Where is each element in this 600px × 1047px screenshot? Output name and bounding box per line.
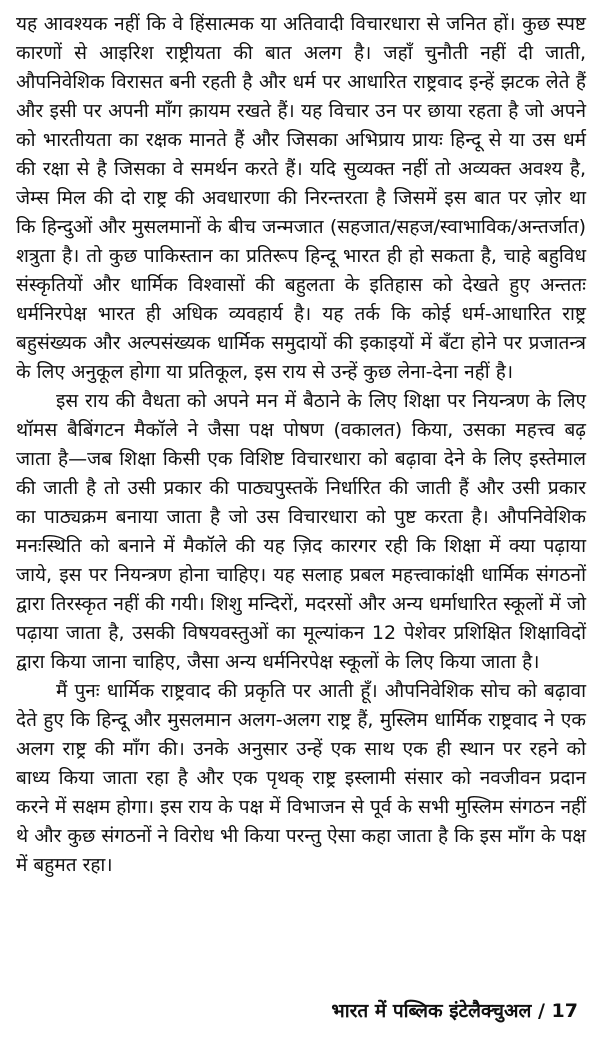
page-footer: भारत में पब्लिक इंटेलैक्चुअल / 17 <box>331 1000 578 1022</box>
paragraph-1: यह आवश्यक नहीं कि वे हिंसात्मक या अतिवादी विचारधारा से जनित हों। कुछ स्पष्ट कारणों से आइरिश राष्ट्रीयता की बात अलग है। जहाँ चुनौती नहीं दी जाती, औपनिवेशिक विरासत बनी रहती है और धर्म पर आधारित राष्ट्रवाद इन्हें झटक लेते हैं और इसी पर अपनी माँग क़ायम रखते हैं। यह विचार उन पर छाया रहता है जो अपने को भारतीयता का रक्षक मानते हैं और जिसका अभिप्राय प्रायः हिन्दू से या उस धर्म की रक्षा से है जिसका वे समर्थन करते हैं। यदि सुव्यक्त नहीं तो अव्यक्त अवश्य है, जेम्स मिल की दो राष्ट्र की अवधारणा की निरन्तरता है जिसमें इस बात पर ज़ोर था कि हिन्दुओं और मुसलमानों के बीच जन्मजात (सहजात/सहज/स्वाभाविक/अन्तर्जात) शत्रुता है। तो कुछ पाकिस्तान का प्रतिरूप हिन्दू भारत ही हो सकता है, चाहे बहुविध संस्कृतियों और धार्मिक विश्वासों की बहुलता के इतिहास को देखते हुए अन्ततः धर्मनिरपेक्ष भारत ही अधिक व्यवहार्य है। यह तर्क कि कोई धर्म-आधारित राष्ट्र बहुसंख्यक और अल्पसंख्यक धार्मिक समुदायों की इकाइयों में बँटा होने पर प्रजातन्त्र के लिए अनुकूल होगा या प्रतिकूल, इस राय से उन्हें कुछ लेना-देना नहीं है। <box>16 13 586 383</box>
paragraph-3: मैं पुनः धार्मिक राष्ट्रवाद की प्रकृति पर आती हूँ। औपनिवेशिक सोच को बढ़ावा देते हुए कि हिन्दू और मुसलमान अलग-अलग राष्ट्र हैं, मुस्लिम धार्मिक राष्ट्रवाद ने एक अलग राष्ट्र की माँग की। उनके अनुसार उन्हें एक साथ एक ही स्थान पर रहने को बाध्य किया जाता रहा है और एक पृथक् राष्ट्र इस्लामी संसार को नवजीवन प्रदान करने में सक्षम होगा। इस राय के पक्ष में विभाजन से पूर्व के सभी मुस्लिम संगठन नहीं थे और कुछ संगठनों ने विरोध भी किया परन्तु ऐसा कहा जाता है कि इस माँग के पक्ष में बहुमत रहा। <box>16 680 586 876</box>
paragraph-2: इस राय की वैधता को अपने मन में बैठाने के लिए शिक्षा पर नियन्त्रण के लिए थॉमस बैबिंगटन मैकॉले ने जैसा पक्ष पोषण (वकालत) किया, उसका महत्त्व बढ़ जाता है—जब शिक्षा किसी एक विशिष्ट विचारधारा को बढ़ावा देने के लिए इस्तेमाल की जाती है तो उसी प्रकार की पाठ्यपुस्तकें निर्धारित की जाती हैं और उसी प्रकार का पाठ्यक्रम बनाया जाता है जो उस विचारधारा को पुष्ट करता है। औपनिवेशिक मनःस्थिति को बनाने में मैकॉले की यह ज़िद कारगर रही कि शिक्षा में क्या पढ़ाया जाये, इस पर नियन्त्रण होना चाहिए। यह सलाह प्रबल महत्त्वाकांक्षी धार्मिक संगठनों द्वारा तिरस्कृत नहीं की गयी। शिशु मन्दिरों, मदरसों और अन्य धर्माधारित स्कूलों में जो पढ़ाया जाता है, उसकी विषयवस्तुओं का मूल्यांकन 12 पेशेवर प्रशिक्षित शिक्षाविदों द्वारा किया जाना चाहिए, जैसा अन्य धर्मनिरपेक्ष स्कूलों के लिए किया जाता है। <box>16 390 586 673</box>
